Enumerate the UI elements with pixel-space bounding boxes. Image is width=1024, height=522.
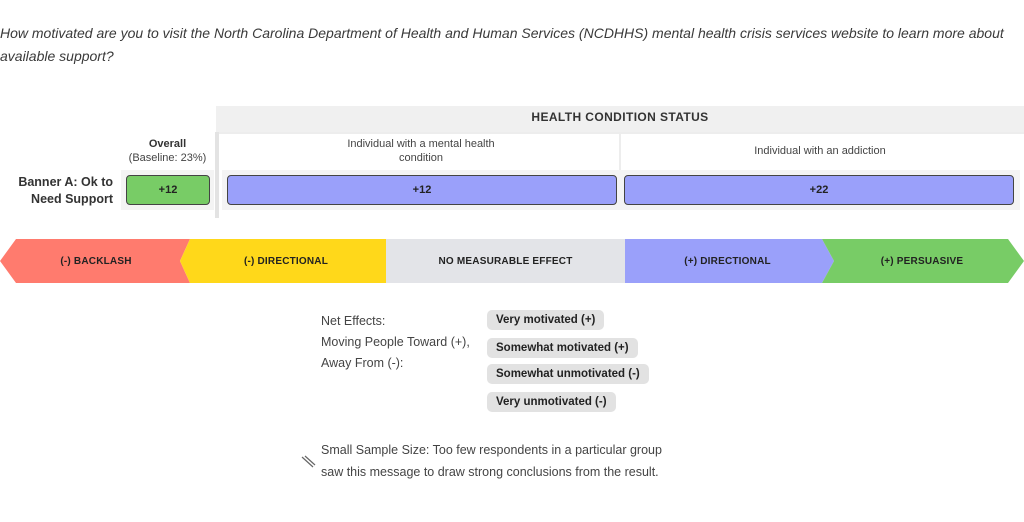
small-sample-line-1: Small Sample Size: Too few respondents in a particular group — [321, 443, 662, 457]
small-sample-hatch-icon — [300, 455, 316, 469]
net-effects-line-1: Net Effects: — [321, 314, 386, 328]
scale-label-positive-directional: (+) DIRECTIONAL — [684, 255, 771, 267]
column-header-mental-health: Individual with a mental health condition — [347, 138, 495, 164]
scale-label-backlash: (-) BACKLASH — [60, 255, 132, 267]
small-sample-note — [321, 439, 662, 483]
column-divider — [619, 132, 621, 170]
net-effects-label — [321, 311, 470, 374]
header-divider — [219, 132, 1024, 134]
response-pill-somewhat-unmotivated: Somewhat unmotivated (-) — [487, 364, 649, 384]
small-sample-line-2: saw this message to draw strong conclusions from the result. — [321, 465, 659, 479]
response-pill-very-unmotivated: Very unmotivated (-) — [487, 392, 616, 412]
scale-label-persuasive: (+) PERSUASIVE — [880, 255, 964, 267]
overall-header — [121, 137, 214, 165]
question-text: How motivated are you to visit the North Carolina Department of Health and Human Services (NCDHHS) mental health crisis services website to learn more about available support? — [0, 25, 1004, 64]
net-effects-line-3: Away From (-): — [321, 356, 404, 370]
scale-label-negative-directional: (-) DIRECTIONAL — [243, 255, 329, 267]
overall-value-cell: +12 — [126, 175, 210, 205]
row-label-banner-a: Banner A: Ok to Need Support — [18, 175, 113, 206]
column-header-addiction: Individual with an addiction — [754, 145, 886, 157]
response-pill-very-motivated: Very motivated (+) — [487, 310, 604, 330]
overall-title: Overall — [148, 138, 187, 150]
mental-health-value-cell: +12 — [227, 175, 617, 205]
baseline-label: (Baseline: 23%) — [128, 152, 207, 164]
response-pill-somewhat-motivated: Somewhat motivated (+) — [487, 338, 638, 358]
net-effects-line-2: Moving People Toward (+), — [321, 335, 470, 349]
addiction-value-cell: +22 — [624, 175, 1014, 205]
group-header-title: HEALTH CONDITION STATUS — [531, 110, 709, 124]
scale-label-no-effect: NO MEASURABLE EFFECT — [438, 255, 573, 267]
overall-divider — [215, 132, 219, 218]
